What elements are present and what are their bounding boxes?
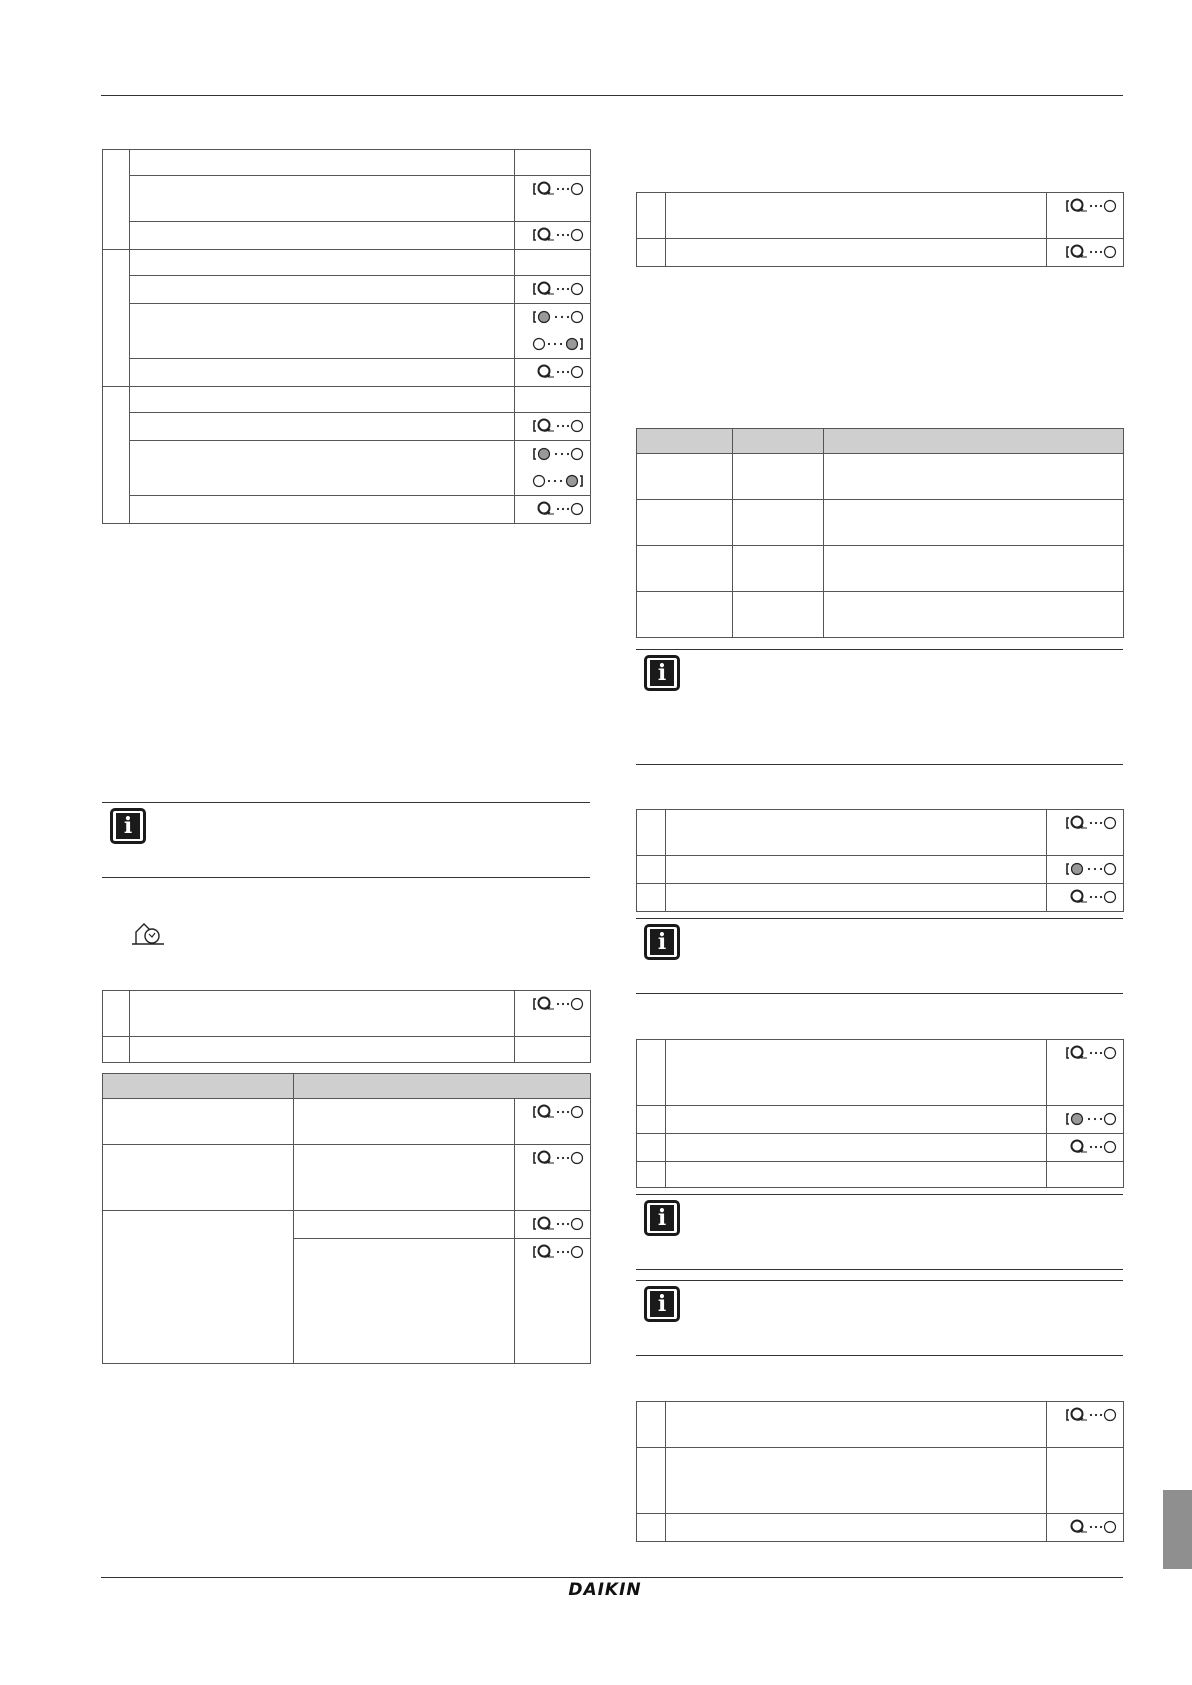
button-release-icon [1065,1518,1117,1536]
table-cell [637,500,733,546]
chapter-tab [1163,1490,1192,1569]
table-header-cell [103,1074,294,1099]
step-text-cell [666,1402,1047,1448]
table-cell [733,454,824,500]
step-text-cell [666,1162,1047,1188]
step-number-cell [103,991,130,1037]
table-cell [733,500,824,546]
table-cell [103,1145,294,1211]
step-number-cell [637,1162,666,1188]
step-text-cell [666,856,1047,884]
step-text-cell [666,1040,1047,1106]
step-text-cell [666,1106,1047,1134]
footer-rule [101,1577,1123,1578]
button-release-icon [532,363,584,381]
info-rule-bottom [102,877,590,878]
dial-led-transition-right-icon [532,335,584,353]
table-cell [733,592,824,638]
step-text-cell [666,884,1047,912]
header-rule [101,95,1123,96]
step-text-cell [130,359,515,387]
step-text-cell [666,810,1047,856]
table-cell [824,592,1124,638]
step-number-cell [637,856,666,884]
step-text-cell [130,304,515,359]
info-note-left [102,802,590,878]
button-press-led-off-icon [1065,243,1117,261]
info-rule-bottom [636,1269,1123,1270]
step-text-cell [130,176,515,222]
info-icon: i [110,808,146,844]
step-number-cell [103,250,130,387]
info-rule-top [102,802,590,803]
step-table-r3 [636,1039,1124,1188]
table-cell [824,546,1124,592]
button-press-led-off-icon [532,1215,584,1233]
step-text-cell [130,991,515,1037]
info-icon: i [644,924,680,960]
button-press-led-off-icon [532,1149,584,1167]
info-rule-top [636,649,1123,650]
table-cell [103,1211,294,1364]
dial-press-led-off-icon [1065,860,1117,878]
house-schedule-icon [130,920,166,946]
button-press-led-off-icon [532,226,584,244]
button-release-icon [1065,888,1117,906]
step-number-cell [637,810,666,856]
info-icon: i [644,1200,680,1236]
dial-led-transition-icon [532,445,584,463]
step-text-cell [130,222,515,250]
step-text-cell [130,1037,515,1063]
step-icon-cell [515,150,591,176]
step-text-cell [666,1514,1047,1542]
step-text-cell [130,496,515,524]
info-rule-bottom [636,1355,1123,1356]
step-icon-cell [1047,1448,1124,1514]
step-number-cell [637,1040,666,1106]
settings-table-right [636,428,1124,638]
info-rule-bottom [636,764,1123,765]
step-table-r2 [636,809,1124,912]
step-text-cell [666,193,1047,239]
table-cell [103,1099,294,1145]
step-icon-cell [1047,1162,1124,1188]
settings-table-left [102,1073,591,1364]
dial-led-transition-icon [532,308,584,326]
button-press-led-off-icon [1065,1044,1117,1062]
table-cell [824,454,1124,500]
step-table-2 [102,990,591,1063]
step-text-cell [130,441,515,496]
step-icon-cell [515,1037,591,1063]
table-header-cell [294,1074,591,1099]
table-cell [637,454,733,500]
table-header-cell [637,429,733,454]
step-number-cell [637,884,666,912]
step-icon-cell [515,387,591,413]
button-press-led-off-icon [1065,197,1117,215]
info-rule-top [636,1280,1123,1281]
step-number-cell [637,193,666,239]
info-rule-top [636,1194,1123,1195]
info-note-right-3 [636,1194,1123,1270]
table-cell [294,1239,515,1364]
step-text-cell [666,1134,1047,1162]
step-number-cell [103,1037,130,1063]
button-press-led-off-icon [1065,1406,1117,1424]
step-text-cell [130,387,515,413]
info-icon: i [644,655,680,691]
info-note-right-1 [636,649,1123,765]
info-icon: i [644,1286,680,1322]
button-press-led-off-icon [1065,814,1117,832]
step-icon-cell [515,250,591,276]
dial-press-led-off-icon [1065,1110,1117,1128]
step-text-cell [130,413,515,441]
step-text-cell [666,1448,1047,1514]
step-text-cell [130,150,515,176]
button-press-led-off-icon [532,1243,584,1261]
step-number-cell [637,1448,666,1514]
step-number-cell [637,1134,666,1162]
table-cell [637,592,733,638]
step-text-cell [130,250,515,276]
table-header-cell [733,429,824,454]
step-number-cell [637,1514,666,1542]
button-release-icon [532,500,584,518]
step-text-cell [666,239,1047,267]
step-number-cell [637,1106,666,1134]
table-cell [294,1145,515,1211]
info-rule-top [636,918,1123,919]
step-number-cell [103,150,130,250]
table-header-cell [824,429,1124,454]
step-number-cell [637,1402,666,1448]
step-text-cell [130,276,515,304]
table-cell [733,546,824,592]
info-rule-bottom [636,993,1123,994]
table-cell [294,1211,515,1239]
table-cell [637,546,733,592]
button-press-led-off-icon [532,280,584,298]
button-press-led-off-icon [532,180,584,198]
step-table-r1 [636,192,1124,267]
table-cell [824,500,1124,546]
button-press-led-off-icon [532,995,584,1013]
button-press-led-off-icon [532,1103,584,1121]
dial-led-transition-right-icon [532,472,584,490]
info-note-right-4 [636,1280,1123,1356]
button-press-led-off-icon [532,417,584,435]
info-note-right-2 [636,918,1123,994]
step-number-cell [103,387,130,524]
table-cell [294,1099,515,1145]
step-number-cell [637,239,666,267]
step-table-1 [102,149,591,524]
step-table-r4 [636,1401,1124,1542]
brand-logo: DAIKIN [568,1580,642,1600]
button-release-icon [1065,1138,1117,1156]
